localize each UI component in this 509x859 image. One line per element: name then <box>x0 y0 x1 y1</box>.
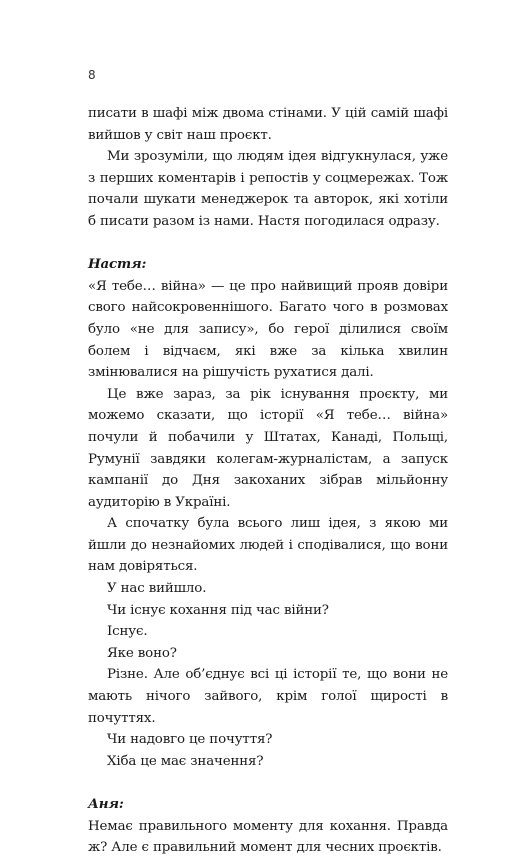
page-body <box>88 103 448 859</box>
paragraph: У нас вийшло. <box>107 581 207 597</box>
paragraph: А спочатку була всього лиш ідея, з якою ми йшли до незнайомих людей і сподівалися, що вони нам довіряться. <box>88 516 448 575</box>
paragraph: Це вже зараз, за рік існування проєкту, ми можемо сказати, що історії «Я тебе… війна» почули й побачили у Штатах, Канаді, Польщі, Румунії завдяки колегам-журналістам, а запуск кампанії до Дня закоханих зібрав мільйонну аудиторію в Україні. <box>88 386 448 510</box>
paragraph: Чи існує кохання під час війни? <box>107 602 329 618</box>
paragraph: Ми зрозуміли, що людям ідея відгукнулася, уже з перших коментарів і репостів у соцмережах. Тож почали шукати менеджерок та авторок, які хотіли б писати разом із нами. Настя погодилася одразу. <box>88 149 448 229</box>
paragraph: Хіба це має значення? <box>107 753 264 769</box>
paragraph: писати в шафі між двома стінами. У цій самій шафі вийшов у світ наш проєкт. <box>88 106 448 143</box>
page-number: 8 <box>88 68 96 82</box>
paragraph: Немає правильного моменту для кохання. Правда ж? Але є правильний момент для чесних проєктів. <box>88 818 448 856</box>
paragraph: «Я тебе… війна» — це про найвищий прояв довіри свого найсокровеннішого. Багато чого в розмовах було «не для запису», бо герої ділилися своїм болем і відчаєм, які вже за кілька хвилин змінювалися на рішучість рухатися далі. <box>88 278 448 381</box>
section-gap <box>88 233 448 255</box>
paragraph: Яке воно? <box>107 645 177 661</box>
paragraph: Існує. <box>107 624 148 640</box>
paragraph: Чи надовго це почуття? <box>107 732 273 748</box>
speaker-name: Аня: <box>88 796 124 812</box>
section-gap <box>88 772 448 794</box>
speaker-name: Настя: <box>88 256 147 273</box>
paragraph: Різне. Але об’єднує всі ці історії те, що вони не мають нічого зайвого, крім голої щирості в почуттях. <box>88 667 448 726</box>
